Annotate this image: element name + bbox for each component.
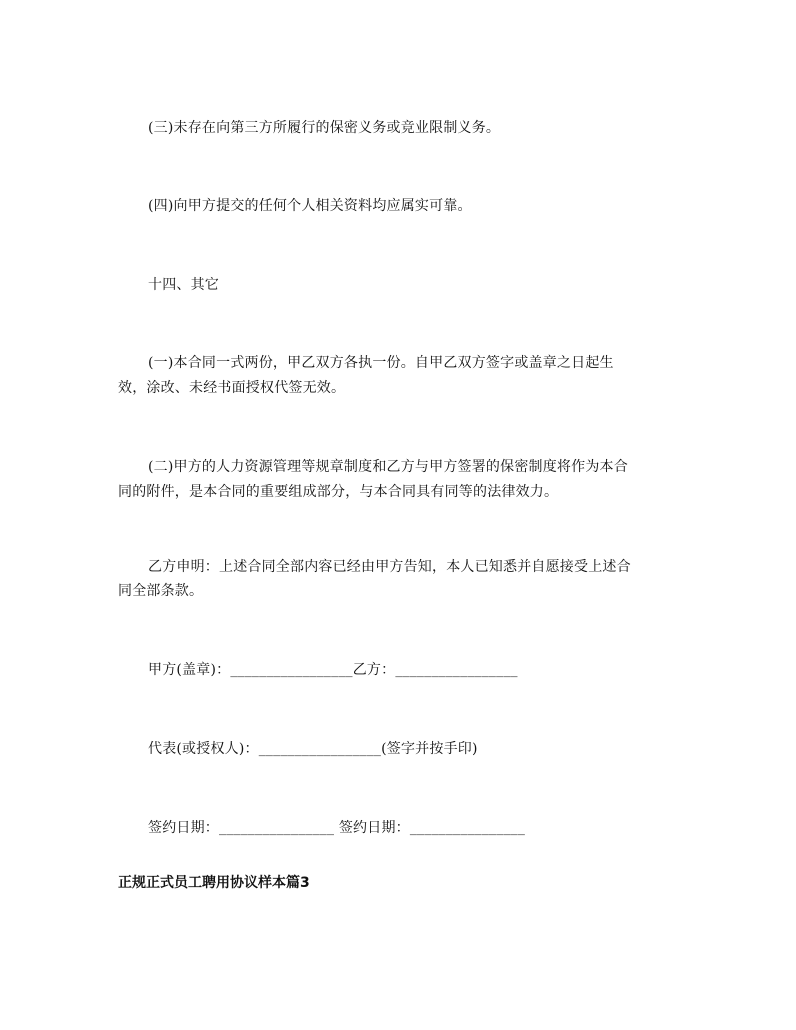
- other-clause-1-line-1: (一)本合同一式两份，甲乙双方各执一份。自甲乙双方签字或盖章之日起生: [148, 355, 614, 371]
- signature-parties-line: 甲方(盖章)：_________________乙方：_________________: [148, 662, 518, 678]
- representative-line: 代表(或授权人)：_________________(签字并按手印): [148, 741, 478, 757]
- signing-date-line: 签约日期：________________ 签约日期：________________: [148, 820, 526, 836]
- party-b-statement-line-2: 同全部条款。: [118, 583, 204, 599]
- other-clause-2-line-2: 同的附件，是本合同的重要组成部分，与本合同具有同等的法律效力。: [118, 484, 559, 500]
- other-clause-2-line-1: (二)甲方的人力资源管理等规章制度和乙方与甲方签署的保密制度将作为本合: [148, 459, 628, 475]
- clause-3-text: (三)未存在向第三方所履行的保密义务或竞业限制义务。: [148, 120, 501, 136]
- clause-4-text: (四)向甲方提交的任何个人相关资料均应属实可靠。: [148, 198, 472, 214]
- other-clause-1-line-2: 效，涂改、未经书面授权代签无效。: [118, 380, 346, 396]
- section-heading: 正规正式员工聘用协议样本篇3: [118, 875, 310, 891]
- party-b-statement-line-1: 乙方申明：上述合同全部内容已经由甲方告知，本人已知悉并自愿接受上述合: [148, 559, 631, 575]
- section-14-title: 十四、其它: [148, 277, 219, 293]
